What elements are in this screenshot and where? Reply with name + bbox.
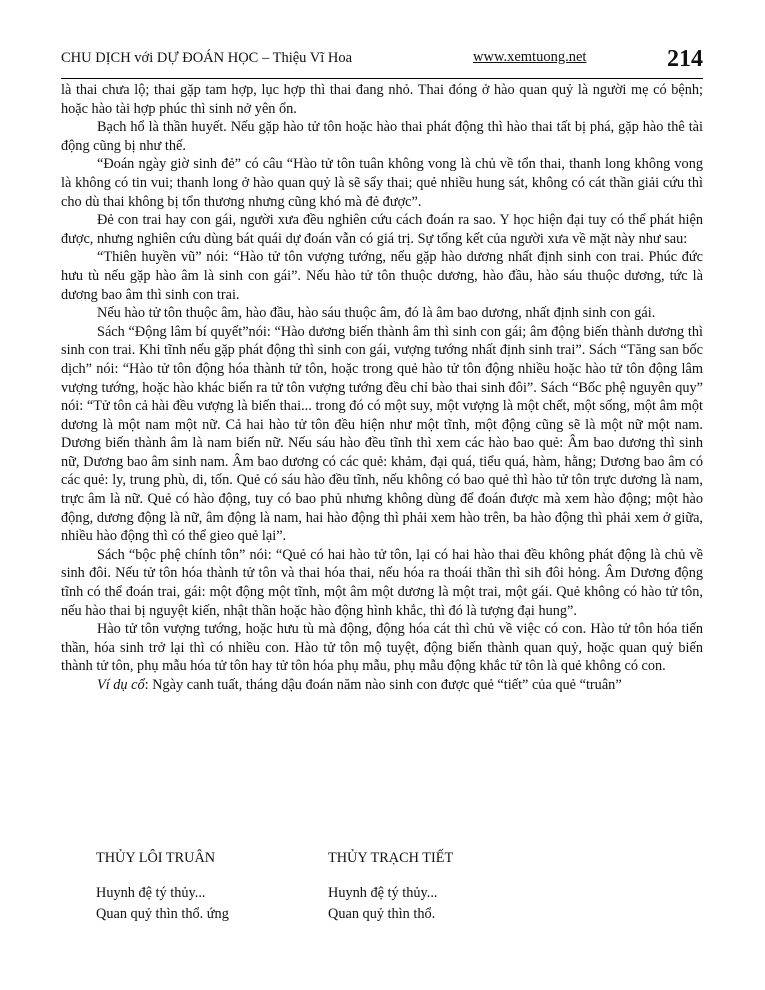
spacer [96, 869, 696, 883]
page-number: 214 [667, 46, 703, 72]
hexagram-left-title: THỦY LÔI TRUÂN [96, 850, 216, 866]
example-paragraph [61, 676, 703, 695]
paragraph: “Thiên huyền vũ” nói: “Hào tử tôn vượng tướng, nếu gặp hào dương nhất định sinh con trai. Phúc đức hưu tù nếu gặp hào âm là sinh con gái”. Nếu hào tử tôn thuộc dương, hào đầu, hào sáu thuộc dương, tức là dương bao âm thì sinh con trai. [61, 249, 703, 303]
paragraph: Bạch hổ là thần huyết. Nếu gặp hào tử tôn hoặc hào thai phát động thì hào thai tất bị phá, gặp hào thê tài động cũng bị như thế. [61, 119, 703, 154]
paragraph: Đẻ con trai hay con gái, người xưa đều nghiên cứu cách đoán ra sao. Y học hiện đại tuy có thể phát hiện được, nhưng nghiên cứu dùng bát quái dự đoán vẫn có giá trị. Sự tổng kết của người xưa về mặt này như sau: [61, 212, 703, 247]
hexagram-right-line: Huynh đệ tý thủy... [328, 885, 438, 901]
page-header [61, 44, 703, 76]
example-text: : Ngày canh tuất, tháng dậu đoán năm nào sinh con được quẻ “tiết” của quẻ “truân” [144, 677, 622, 693]
example-label: Ví dụ cổ [97, 677, 145, 693]
hexagram-row [96, 883, 696, 904]
paragraph: Sách “bộc phệ chính tôn” nói: “Quẻ có hai hào tử tôn, lại có hai hào thai đều không phát động là chủ về sinh đôi. Nếu tử tôn hóa thành tử tôn và thai hóa thai, nếu hóa ra thoái thần thì sih đôi hỏng. Âm Dương động tĩnh có thể đoán trai, gái: một động một tĩnh, một âm một dương là một trai, một gái. Quẻ không có hào tử tôn, nếu hào thai bị nguyệt kiến, nhật thần hoặc hào động hình khắc, thì đó là tượng đại hung”. [61, 546, 703, 619]
page-body [61, 81, 703, 695]
hexagram-right-line: Quan quỷ thìn thổ. [328, 906, 436, 922]
header-rule [61, 78, 703, 79]
hexagram-right-title: THỦY TRẠCH TIẾT [328, 850, 454, 866]
paragraph: là thai chưa lộ; thai gặp tam hợp, lục hợp thì thai đang nhỏ. Thai đóng ở hào quan quỷ là người mẹ có bệnh; hoặc hào tài hợp phúc thì sinh nở yên ổn. [61, 82, 703, 117]
hexagram-row [96, 904, 696, 925]
hexagram-left-line: Quan quỷ thìn thổ. ứng [96, 906, 229, 922]
paragraph: Hào tử tôn vượng tướng, hoặc hưu tù mà động, động hóa cát thì chủ về việc có con. Hào tử tôn hóa tiến thần, hóa sinh trở lại thì có nhiều con. Hào tử tôn mộ tuyệt, động biến thành quan quỷ, hoặc quan quỷ biến thành tử tôn, phụ mẫu hóa tử tôn hay tử tôn hóa phụ mẫu, phụ mẫu động khắc tử tôn là quẻ không có con. [61, 621, 703, 675]
website-link[interactable]: www.xemtuong.net [473, 49, 587, 65]
paragraph: Nếu hào tử tôn thuộc âm, hào đầu, hào sáu thuộc âm, đó là âm bao dương, nhất định sinh con gái. [97, 305, 656, 322]
hexagram-title-row [96, 848, 696, 869]
book-title: CHU DỊCH với DỰ ĐOÁN HỌC – Thiệu Vĩ Hoa [61, 50, 353, 66]
paragraph: “Đoán ngày giờ sinh đẻ” có câu “Hào tử tôn tuân không vong là chủ về tổn thai, thanh long không vong là không có tin vui; thanh long ở hào quan quỷ là sẽ sẩy thai; quẻ nhiều hung sát, không có cát thần giải cứu thì cho dù thai không bị tổn thương nhưng cũng khó mà đẻ được”. [61, 156, 703, 210]
paragraph: Sách “Động lâm bí quyết”nói: “Hào dương biến thành âm thì sinh con gái; âm động biến thành dương thì sinh con trai. Khi tĩnh nếu gặp phát động thì sinh con gái, vượng tướng nhất định sinh trai”. Sách “Tăng san bốc dịch” nói: “Hào tử tôn động hóa thành tử tôn, hoặc trong quẻ hào tử tôn động nhiều hoặc hào tử tôn động lâm vượng tướng, hoặc hào khác biến ra tử tôn vượng tướng đều chỉ bào thai sinh đôi”. Sách “Bốc phệ nguyên quy” nói: “Tử tôn cả hài đều vượng là biến thai... trong đó có một suy, một vượng là một chết, một sống, một âm một dương là một nam một nữ. Cả hai hào tử tôn đều hiện như một tĩnh, một động cũng sẽ là một nữ một nam. Dương biến thành âm là nam biến nữ. Nếu sáu hào đều tĩnh thì xem các hào bao quẻ: Âm bao dương thì sinh nữ, Dương bao âm sinh nam. Âm bao dương có các quẻ: khảm, đại quá, tiểu quá, hàm, hằng; Dương bao âm có các quẻ: ly, trung phù, di, tốn. Quẻ có sáu hào đều tĩnh, nếu không có bao quẻ thì hào tử tôn trực dương là nam, trực âm là nữ. Quẻ có hào động, tuy có bao phủ nhưng không dùng để đoán được mà xem hào động; một hào động, dương động là nữ, âm động là nam, hai hào động thì phải xem hào trên, ba hào động thì phải xem ở giữa, nhiều hào động thì có thể gieo quẻ lại”. [61, 323, 703, 545]
hexagram-table [96, 848, 696, 925]
hexagram-left-line: Huynh đệ tý thủy... [96, 885, 206, 901]
